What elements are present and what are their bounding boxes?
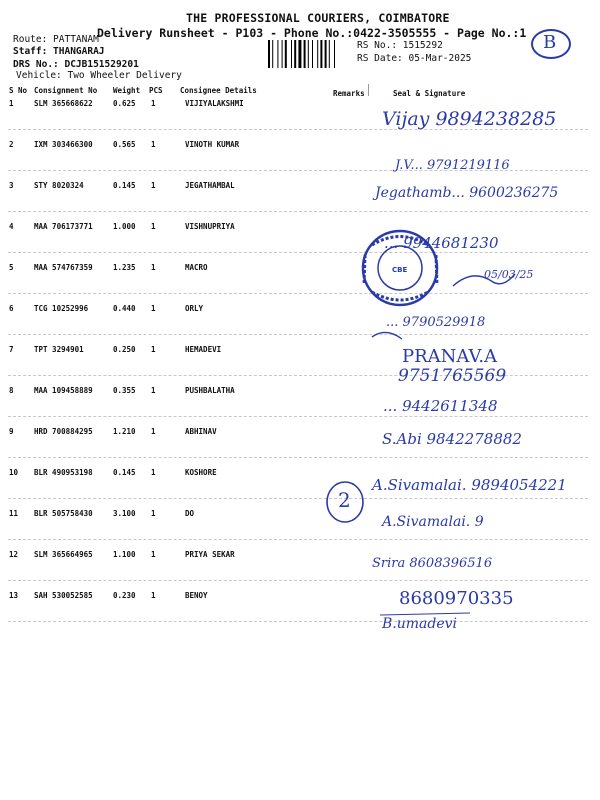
row-pcs: 1	[151, 591, 156, 600]
row-weight: 0.440	[113, 304, 136, 313]
row-weight: 0.145	[113, 181, 136, 190]
row-consignee: MACRO	[185, 263, 208, 272]
row-consignment-no: TPT 3294901	[34, 345, 84, 354]
col-seal-signature: Seal & Signature	[393, 89, 466, 98]
row-weight: 0.145	[113, 468, 136, 477]
row-consignment-no: SAH 530052585	[34, 591, 93, 600]
row-pcs: 1	[151, 509, 156, 518]
row-weight: 0.565	[113, 140, 136, 149]
row-sno: 9	[9, 427, 14, 436]
row-sno: 10	[9, 468, 19, 477]
row-consignee: ORLY	[185, 304, 204, 313]
row-consignee: DO	[185, 509, 195, 518]
row-pcs: 1	[151, 468, 156, 477]
col-sno: S No	[9, 86, 28, 95]
row-pcs: 1	[151, 550, 156, 559]
row-consignment-no: MAA 574767359	[34, 263, 93, 272]
circled-letter: B	[543, 32, 557, 53]
row-sno: 2	[9, 140, 14, 149]
row-consignee: PUSHBALATHA	[185, 386, 235, 395]
row-consignee: HEMADEVI	[185, 345, 222, 354]
handwritten-signature: A.Sivamalai. 9	[382, 514, 484, 530]
row-sno: 5	[9, 263, 14, 272]
row-sno: 4	[9, 222, 14, 231]
row-weight: 0.355	[113, 386, 136, 395]
row-consignment-no: SLM 365668622	[34, 99, 93, 108]
row-sno: 8	[9, 386, 14, 395]
col-pcs: PCS	[149, 86, 163, 95]
row-pcs: 1	[151, 99, 156, 108]
vehicle-text: Vehicle: Two Wheeler Delivery	[16, 70, 182, 81]
route-text: Route: PATTANAM	[13, 34, 99, 45]
handwritten-signature: A.Sivamalai. 9894054221	[372, 476, 567, 494]
drs-number: DRS No.: DCJB151529201	[13, 59, 139, 70]
row-weight: 3.100	[113, 509, 136, 518]
row-consignment-no: MAA 109458889	[34, 386, 93, 395]
rs-number: RS No.: 1515292	[357, 40, 443, 51]
handwritten-signature: Srira 8608396516	[372, 556, 493, 571]
row-consignment-no: IXM 303466300	[34, 140, 93, 149]
handwritten-date: 05/03/25	[484, 268, 534, 281]
row-consignee: VINOTH KUMAR	[185, 140, 240, 149]
col-consignee: Consignee Details	[180, 86, 257, 95]
row-sno: 6	[9, 304, 14, 313]
row-weight: 1.235	[113, 263, 136, 272]
row-consignment-no: TCG 10252996	[34, 304, 89, 313]
row-pcs: 1	[151, 345, 156, 354]
row-weight: 0.250	[113, 345, 136, 354]
handwritten-signature: S.Abi 9842278882	[382, 430, 522, 448]
company-title: THE PROFESSIONAL COURIERS, COIMBATORE	[186, 11, 450, 25]
row-weight: 1.000	[113, 222, 136, 231]
runsheet-subtitle: Delivery Runsheet - P103 - Phone No.:0422-3505555 - Page No.:1	[97, 26, 527, 40]
row-pcs: 1	[151, 263, 156, 272]
row-pcs: 1	[151, 304, 156, 313]
row-consignment-no: HRD 700884295	[34, 427, 93, 436]
row-pcs: 1	[151, 386, 156, 395]
staff-text: Staff: THANGARAJ	[13, 46, 105, 57]
handwritten-phone: 8680970335	[399, 588, 514, 609]
handwritten-signature: ... 9944681230	[384, 234, 499, 252]
circled-number: 2	[338, 488, 351, 512]
row-weight: 0.625	[113, 99, 136, 108]
row-consignee: BENOY	[185, 591, 208, 600]
handwritten-signature: ... 9790529918	[386, 315, 486, 330]
row-consignee: KOSHORE	[185, 468, 217, 477]
handwritten-signature: Jegathamb... 9600236275	[375, 185, 559, 201]
svg-text:CBE: CBE	[392, 266, 408, 274]
row-weight: 1.100	[113, 550, 136, 559]
row-sno: 12	[9, 550, 19, 559]
row-consignment-no: BLR 505758430	[34, 509, 93, 518]
row-consignee: JEGATHAMBAL	[185, 181, 235, 190]
handwritten-signature: ... 9442611348	[383, 397, 498, 415]
rs-date: RS Date: 05-Mar-2025	[357, 53, 472, 64]
handwritten-signature: Vijay 9894238285	[382, 108, 557, 130]
row-pcs: 1	[151, 140, 156, 149]
row-pcs: 1	[151, 181, 156, 190]
handwritten-signature: B.umadevi	[382, 616, 458, 632]
row-weight: 0.230	[113, 591, 136, 600]
row-consignee: VIJIYALAKSHMI	[185, 99, 244, 108]
row-sno: 3	[9, 181, 14, 190]
col-remarks: Remarks	[333, 89, 365, 98]
row-weight: 1.210	[113, 427, 136, 436]
col-weight: Weight	[113, 86, 141, 95]
row-consignment-no: SLM 365664965	[34, 550, 93, 559]
row-consignment-no: STY 8020324	[34, 181, 84, 190]
row-consignee: VISHNUPRIYA	[185, 222, 235, 231]
handwritten-signature: PRANAV.A	[402, 346, 498, 367]
row-pcs: 1	[151, 222, 156, 231]
col-consignment: Consignment No	[34, 86, 98, 95]
row-consignment-no: MAA 706173771	[34, 222, 93, 231]
row-sno: 7	[9, 345, 14, 354]
row-sno: 1	[9, 99, 14, 108]
row-consignee: ABHINAV	[185, 427, 217, 436]
row-sno: 11	[9, 509, 19, 518]
row-sno: 13	[9, 591, 19, 600]
handwritten-phone: 9751765569	[398, 366, 507, 386]
handwritten-signature: J.V... 9791219116	[395, 158, 510, 173]
row-pcs: 1	[151, 427, 156, 436]
row-consignment-no: BLR 490953198	[34, 468, 93, 477]
row-consignee: PRIYA SEKAR	[185, 550, 235, 559]
